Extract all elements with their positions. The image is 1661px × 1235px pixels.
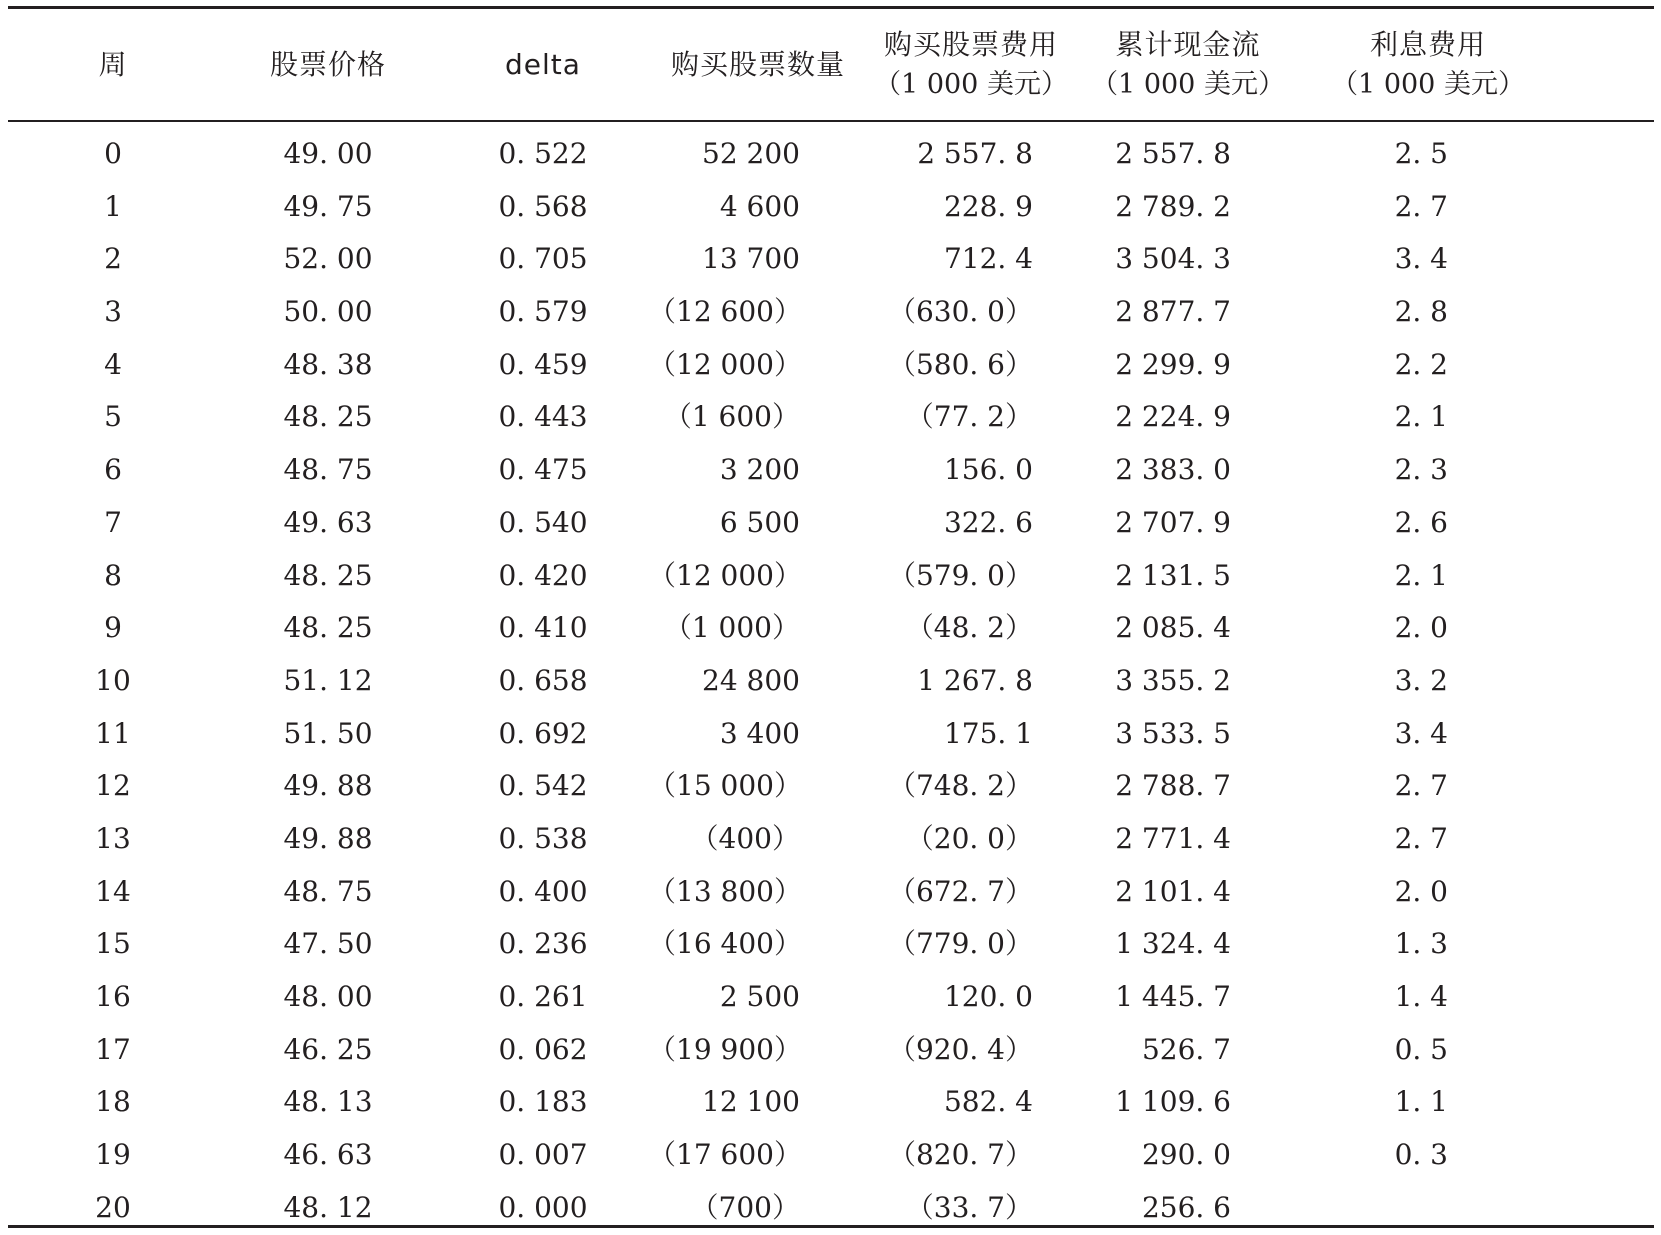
table-row [8,918,1654,971]
cell-delta: 0. 568 [498,189,588,223]
cell-shares-purchased: （19 900） [648,1032,802,1066]
cell-interest-cost: 2. 7 [1394,821,1448,855]
cell-cumulative-cash: 256. 6 [1141,1190,1231,1224]
header-interest-cost-unit: （1 000 美元） [1331,69,1525,100]
header-shares-purchased-label: 购买股票数量 [670,48,845,81]
cell-cumulative-cash: 1 445. 7 [1115,980,1231,1013]
cell-delta: 0. 410 [498,611,588,645]
cell-cumulative-cash: 2 383. 0 [1115,453,1231,487]
table-row [8,602,1654,655]
cell-interest-cost: 2. 1 [1394,400,1448,434]
cell-delta: 0. 007 [498,1138,588,1172]
cell-shares-purchased: 6 500 [719,505,800,539]
cell-shares-purchased: 24 800 [702,663,800,697]
table-body [8,128,1654,1234]
cell-shares-purchased: （12 600） [648,295,802,329]
cell-shares-purchased: （17 600） [648,1138,802,1172]
table-row [8,444,1654,497]
cell-stock-price: 48. 75 [283,453,373,487]
header-interest-cost [1333,12,1523,118]
cell-shares-purchased: （16 400） [648,927,802,961]
cell-purchase-cost: （779. 0） [887,927,1033,961]
cell-interest-cost: 2. 3 [1394,453,1448,487]
cell-delta: 0. 542 [498,769,588,803]
header-interest-cost-label: 利息费用 [1369,28,1486,61]
cell-interest-cost: 1. 3 [1394,927,1448,961]
cell-shares-purchased: （700） [690,1190,800,1224]
cell-stock-price: 49. 88 [283,821,373,855]
cell-delta: 0. 236 [498,927,588,961]
cell-interest-cost: 2. 7 [1394,769,1448,803]
table-row [8,1024,1654,1077]
cell-stock-price: 46. 25 [283,1032,373,1066]
cell-shares-purchased: （1 000） [663,611,800,645]
cell-interest-cost: 3. 4 [1394,242,1448,276]
cell-cumulative-cash: 2 877. 7 [1115,295,1231,329]
cell-shares-purchased: 3 400 [719,716,800,750]
cell-week: 5 [104,400,122,434]
table-row [8,550,1654,603]
table-row [8,233,1654,286]
header-week-label: 周 [98,48,128,81]
cell-delta: 0. 420 [498,558,588,592]
cell-stock-price: 52. 00 [283,242,373,276]
table-row [8,391,1654,444]
cell-delta: 0. 000 [498,1190,588,1224]
cell-purchase-cost: （33. 7） [905,1190,1033,1224]
cell-stock-price: 48. 38 [283,347,373,381]
cell-stock-price: 49. 63 [283,505,373,539]
table-bottom-rule [8,1225,1654,1228]
cell-interest-cost: 2. 0 [1394,874,1448,908]
cell-purchase-cost: 175. 1 [943,716,1033,750]
table-row [8,286,1654,339]
cell-purchase-cost: 2 557. 8 [917,137,1033,170]
table-row [8,497,1654,550]
cell-cumulative-cash: 290. 0 [1141,1138,1231,1172]
table-header-rule [8,120,1654,122]
cell-interest-cost: 3. 2 [1394,663,1448,697]
cell-week: 1 [104,189,122,223]
cell-purchase-cost: 1 267. 8 [917,663,1033,697]
cell-cumulative-cash: 2 101. 4 [1115,874,1231,908]
cell-interest-cost: 2. 8 [1394,295,1448,329]
cell-purchase-cost: 156. 0 [943,453,1033,487]
cell-cumulative-cash: 1 324. 4 [1115,927,1231,961]
cell-purchase-cost: （77. 2） [905,400,1033,434]
header-stock-price [243,12,413,118]
table-row [8,339,1654,392]
cell-interest-cost: 1. 1 [1394,1085,1448,1119]
cell-week: 8 [104,558,122,592]
table-row [8,1076,1654,1129]
cell-shares-purchased: （15 000） [648,769,802,803]
cell-cumulative-cash: 2 771. 4 [1115,821,1231,855]
cell-stock-price: 49. 88 [283,769,373,803]
cell-cumulative-cash: 2 299. 9 [1115,347,1231,381]
cell-stock-price: 48. 25 [283,558,373,592]
cell-week: 6 [104,453,122,487]
cell-week: 19 [95,1138,131,1172]
header-delta [468,12,618,118]
cell-delta: 0. 261 [498,980,588,1013]
cell-interest-cost: 0. 5 [1394,1032,1448,1066]
cell-interest-cost: 2. 5 [1394,137,1448,170]
cell-shares-purchased: （12 000） [648,558,802,592]
cell-week: 4 [104,347,122,381]
table-row [8,708,1654,761]
cell-stock-price: 48. 75 [283,874,373,908]
header-cumulative-cash-unit: （1 000 美元） [1091,69,1285,100]
cell-week: 7 [104,505,122,539]
cell-cumulative-cash: 2 789. 2 [1115,189,1231,223]
cell-delta: 0. 538 [498,821,588,855]
cell-shares-purchased: （13 800） [648,874,802,908]
cell-week: 15 [95,927,131,961]
cell-interest-cost: 2. 2 [1394,347,1448,381]
cell-interest-cost: 2. 0 [1394,611,1448,645]
cell-cumulative-cash: 1 109. 6 [1115,1085,1231,1119]
header-purchase-cost-unit: （1 000 美元） [874,69,1068,100]
cell-week: 9 [104,611,122,645]
cell-cumulative-cash: 2 788. 7 [1115,769,1231,803]
cell-delta: 0. 443 [498,400,588,434]
cell-stock-price: 47. 50 [283,927,373,961]
table-row [8,866,1654,919]
header-stock-price-label: 股票价格 [269,48,386,81]
cell-cumulative-cash: 2 557. 8 [1115,137,1231,170]
cell-week: 11 [95,716,131,750]
cell-purchase-cost: （48. 2） [905,611,1033,645]
cell-delta: 0. 579 [498,295,588,329]
cell-cumulative-cash: 3 355. 2 [1115,663,1231,697]
cell-cumulative-cash: 2 085. 4 [1115,611,1231,645]
header-cumulative-cash [1093,12,1283,118]
cell-purchase-cost: （748. 2） [887,769,1033,803]
cell-stock-price: 46. 63 [283,1138,373,1172]
cell-cumulative-cash: 526. 7 [1141,1032,1231,1066]
cell-delta: 0. 475 [498,453,588,487]
cell-interest-cost: 2. 6 [1394,505,1448,539]
cell-purchase-cost: （920. 4） [887,1032,1033,1066]
cell-interest-cost: 1. 4 [1394,980,1448,1013]
table-row [8,181,1654,234]
cell-delta: 0. 705 [498,242,588,276]
cell-stock-price: 48. 13 [283,1085,373,1119]
cell-delta: 0. 183 [498,1085,588,1119]
cell-shares-purchased: （12 000） [648,347,802,381]
cell-stock-price: 48. 25 [283,611,373,645]
cell-delta: 0. 400 [498,874,588,908]
cell-purchase-cost: （630. 0） [887,295,1033,329]
cell-shares-purchased: 52 200 [702,137,800,170]
cell-delta: 0. 692 [498,716,588,750]
cell-week: 14 [95,874,131,908]
cell-cumulative-cash: 2 224. 9 [1115,400,1231,434]
cell-week: 17 [95,1032,131,1066]
table-row [8,971,1654,1024]
cell-stock-price: 50. 00 [283,295,373,329]
cell-week: 13 [95,821,131,855]
cell-delta: 0. 062 [498,1032,588,1066]
cell-purchase-cost: 712. 4 [943,242,1033,276]
cell-purchase-cost: 582. 4 [943,1085,1033,1119]
cell-week: 12 [95,769,131,803]
cell-week: 10 [95,663,131,697]
cell-purchase-cost: （580. 6） [887,347,1033,381]
cell-week: 16 [95,980,131,1013]
cell-delta: 0. 522 [498,137,588,170]
cell-purchase-cost: 228. 9 [943,189,1033,223]
cell-shares-purchased: 13 700 [702,242,800,276]
header-cumulative-cash-label: 累计现金流 [1115,28,1261,61]
cell-stock-price: 48. 12 [283,1190,373,1224]
cell-stock-price: 51. 12 [283,663,373,697]
cell-stock-price: 49. 75 [283,189,373,223]
header-delta-label: delta [505,48,581,81]
table-row [8,655,1654,708]
cell-interest-cost: 2. 1 [1394,558,1448,592]
cell-shares-purchased: （1 600） [663,400,800,434]
cell-cumulative-cash: 3 504. 3 [1115,242,1231,276]
cell-purchase-cost: （672. 7） [887,874,1033,908]
cell-shares-purchased: 4 600 [719,189,800,223]
header-shares-purchased [658,12,858,118]
cell-interest-cost: 2. 7 [1394,189,1448,223]
cell-purchase-cost: （820. 7） [887,1138,1033,1172]
cell-stock-price: 48. 00 [283,980,373,1013]
cell-week: 20 [95,1190,131,1224]
cell-purchase-cost: （20. 0） [905,821,1033,855]
cell-shares-purchased: 2 500 [719,980,800,1013]
table-row [8,128,1654,181]
cell-shares-purchased: 12 100 [702,1085,800,1119]
cell-delta: 0. 459 [498,347,588,381]
cell-week: 0 [104,137,122,170]
cell-interest-cost: 0. 3 [1394,1138,1448,1172]
table-row [8,1129,1654,1182]
cell-delta: 0. 540 [498,505,588,539]
cell-cumulative-cash: 3 533. 5 [1115,716,1231,750]
cell-week: 3 [104,295,122,329]
cell-cumulative-cash: 2 707. 9 [1115,505,1231,539]
table-row [8,760,1654,813]
cell-purchase-cost: （579. 0） [887,558,1033,592]
cell-cumulative-cash: 2 131. 5 [1115,558,1231,592]
header-week [38,12,188,118]
cell-shares-purchased: （400） [690,821,800,855]
cell-shares-purchased: 3 200 [719,453,800,487]
table-row [8,813,1654,866]
table-top-rule [8,6,1654,9]
cell-delta: 0. 658 [498,663,588,697]
cell-week: 2 [104,242,122,276]
header-purchase-cost-label: 购买股票费用 [883,28,1058,61]
cell-interest-cost: 3. 4 [1394,716,1448,750]
cell-stock-price: 49. 00 [283,137,373,170]
cell-stock-price: 48. 25 [283,400,373,434]
table-header-row [8,12,1654,118]
cell-week: 18 [95,1085,131,1119]
header-purchase-cost [876,12,1066,118]
cell-purchase-cost: 120. 0 [943,980,1033,1013]
cell-purchase-cost: 322. 6 [943,505,1033,539]
cell-stock-price: 51. 50 [283,716,373,750]
